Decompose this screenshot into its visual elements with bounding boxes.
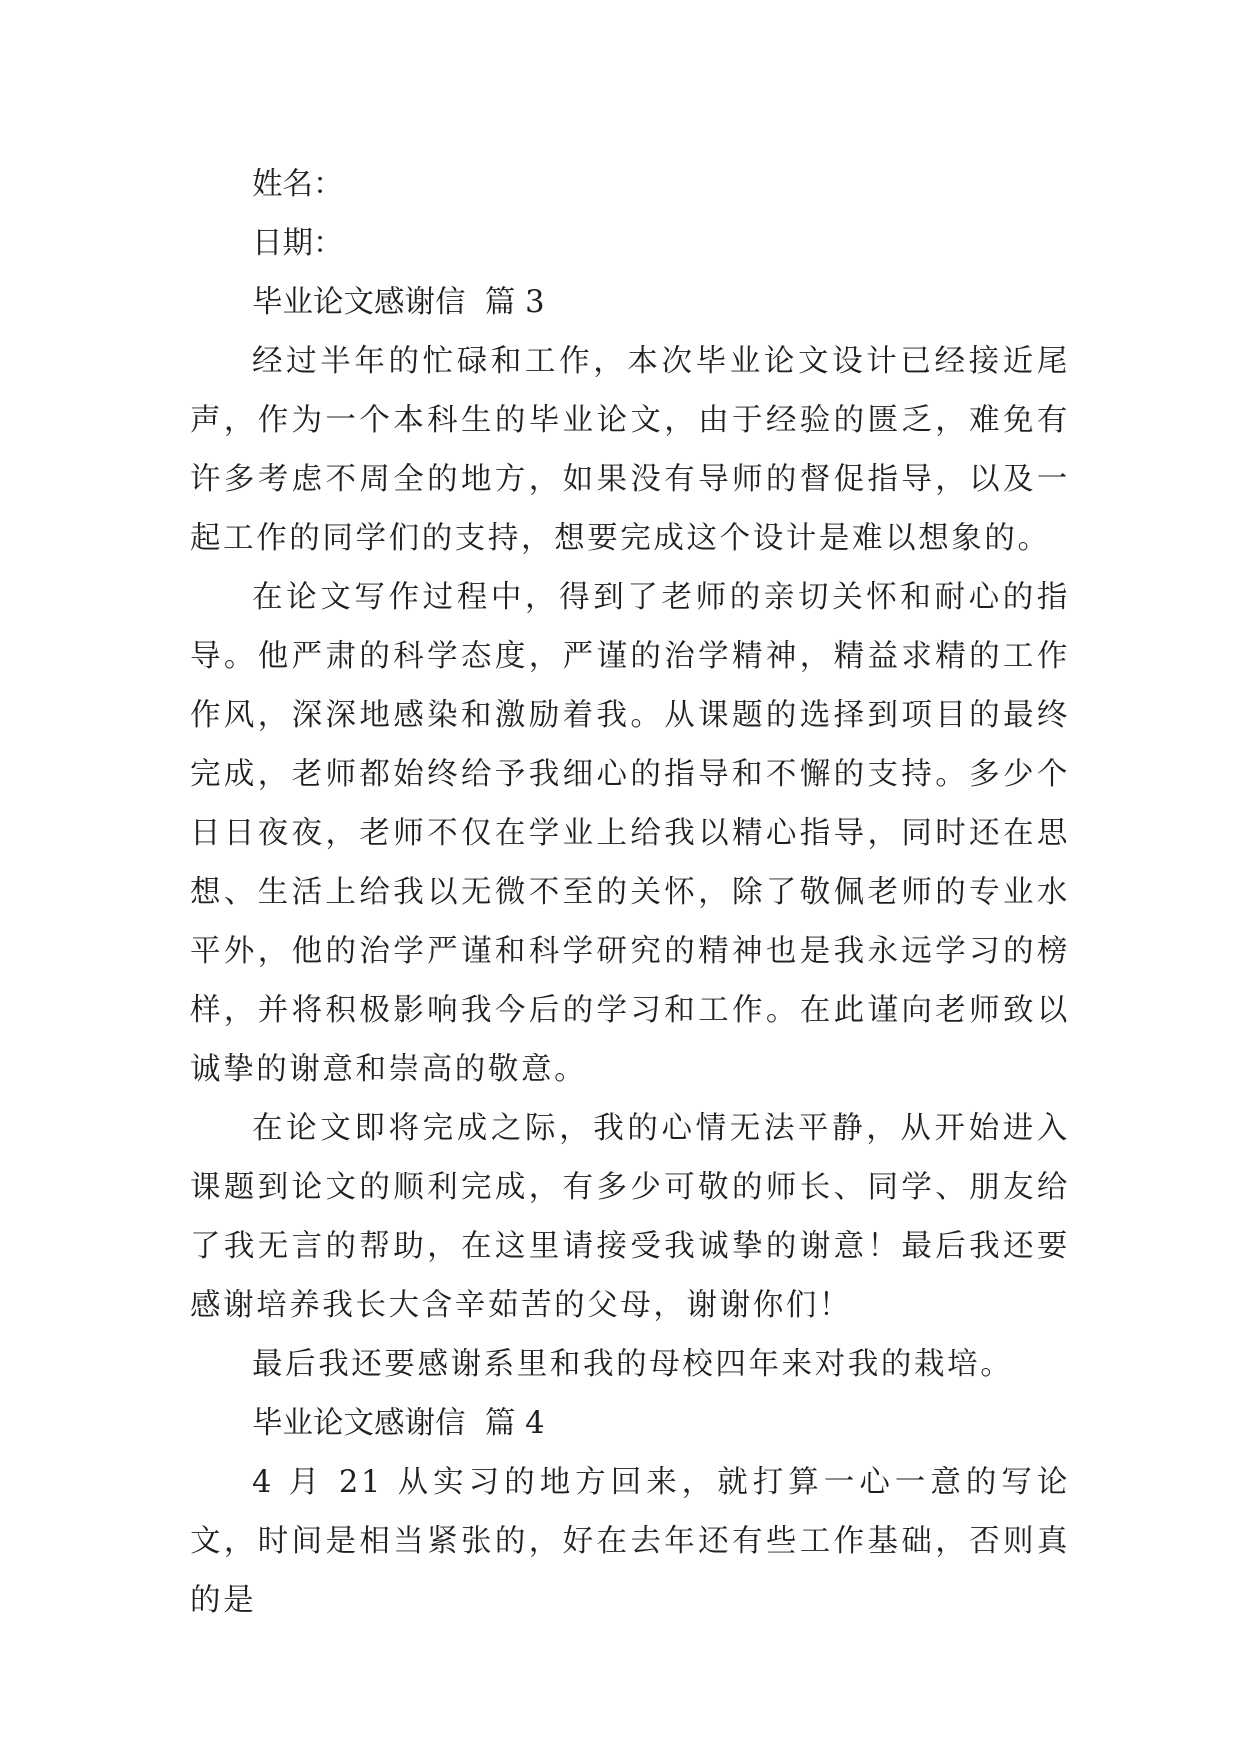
section-heading-3: 毕业论文感谢信 篇 3 <box>252 285 545 320</box>
date-label: 日期： <box>252 226 344 261</box>
name-label: 姓名： <box>252 167 344 202</box>
paragraph-4: 最后我还要感谢系里和我的母校四年来对我的栽培。 <box>252 1347 1014 1382</box>
paragraph-5: 4 月 21 从实习的地方回来，就打算一心一意的写论文，时间是相当紧张的，好在去年还有些工作基础，否则真的是 <box>190 1465 1070 1618</box>
section-heading-4: 毕业论文感谢信 篇 4 <box>252 1406 545 1441</box>
paragraph-1: 经过半年的忙碌和工作，本次毕业论文设计已经接近尾声，作为一个本科生的毕业论文，由于经验的匮乏，难免有许多考虑不周全的地方，如果没有导师的督促指导，以及一起工作的同学们的支持，想要完成这个设计是难以想象的。 <box>190 344 1070 556</box>
paragraph-3: 在论文即将完成之际，我的心情无法平静，从开始进入课题到论文的顺利完成，有多少可敬的师长、同学、朋友给了我无言的帮助，在这里请接受我诚挚的谢意！最后我还要感谢培养我长大含辛茹苦的父母，谢谢你们！ <box>190 1111 1070 1323</box>
document-page <box>190 155 1070 1630</box>
paragraph-2: 在论文写作过程中，得到了老师的亲切关怀和耐心的指导。他严肃的科学态度，严谨的治学精神，精益求精的工作作风，深深地感染和激励着我。从课题的选择到项目的最终完成，老师都始终给予我细心的指导和不懈的支持。多少个日日夜夜，老师不仅在学业上给我以精心指导，同时还在思想、生活上给我以无微不至的关怀，除了敬佩老师的专业水平外，他的治学严谨和科学研究的精神也是我永远学习的榜样，并将积极影响我今后的学习和工作。在此谨向老师致以诚挚的谢意和崇高的敬意。 <box>190 580 1070 1087</box>
